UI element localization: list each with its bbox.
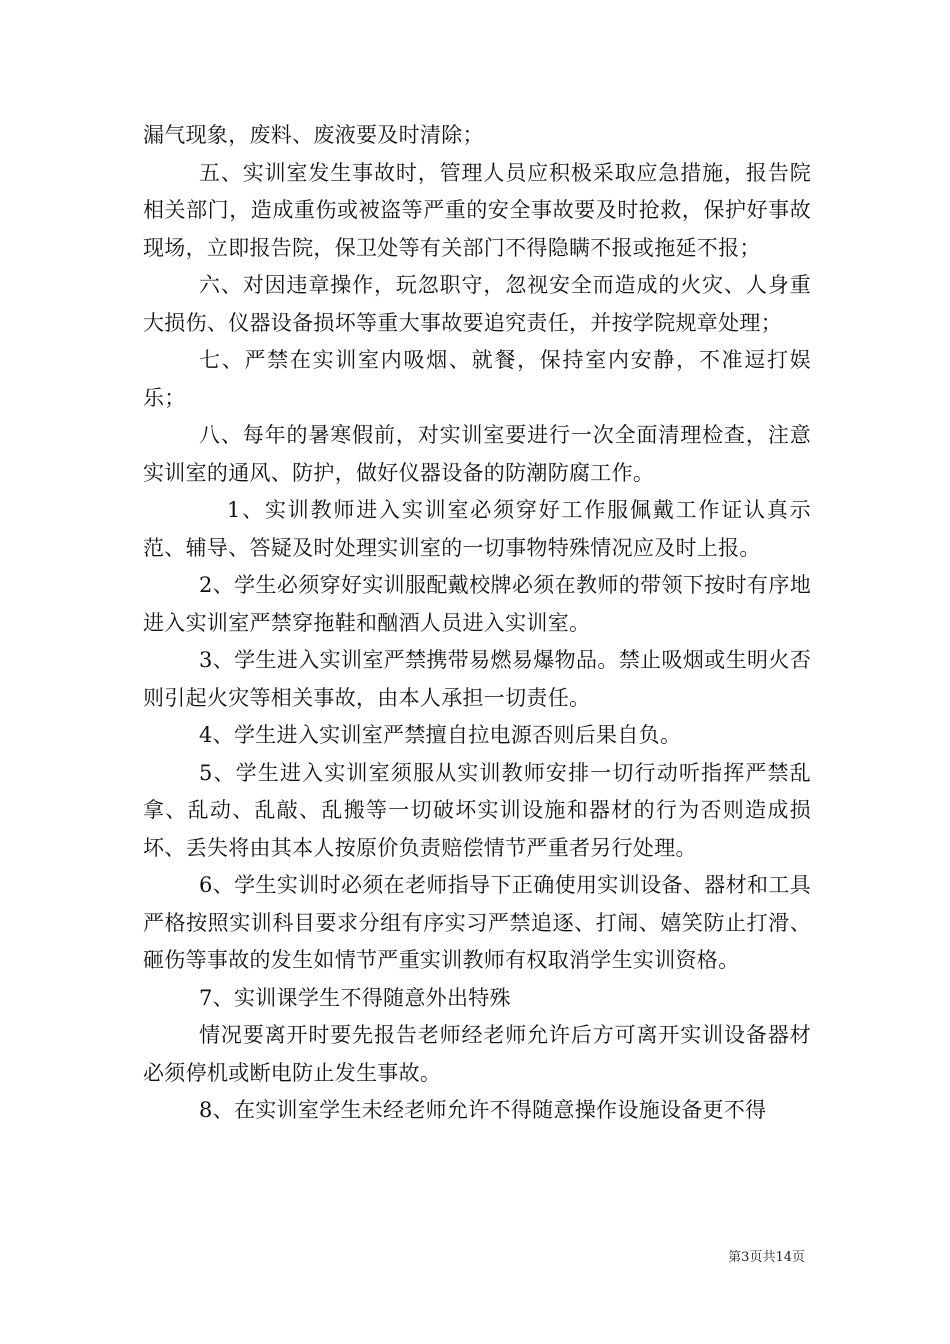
paragraph-item-7-continued: 情况要离开时要先报告老师经老师允许后方可离开实训设备器材必须停机或断电防止发生事故。 <box>143 1023 811 1085</box>
paragraph-rule-5: 五、实训室发生事故时，管理人员应积极采取应急措施，报告院相关部门，造成重伤或被盗等严重的安全事故要及时抢救，保护好事故现场，立即报告院，保卫处等有关部门不得隐瞒不报或拖延不报； <box>143 160 811 260</box>
document-body <box>143 117 811 1130</box>
paragraph-item-2: 2、学生必须穿好实训服配戴校牌必须在教师的带领下按时有序地进入实训室严禁穿拖鞋和酗酒人员进入实训室。 <box>143 573 811 635</box>
paragraph-item-6: 6、学生实训时必须在老师指导下正确使用实训设备、器材和工具严格按照实训科目要求分组有序实习严禁追逐、打闹、嬉笑防止打滑、砸伤等事故的发生如情节严重实训教师有权取消学生实训资格。 <box>143 873 811 972</box>
paragraph-item-1: 1、实训教师进入实训室必须穿好工作服佩戴工作证认真示范、辅导、答疑及时处理实训室的一切事物特殊情况应及时上报。 <box>143 498 811 560</box>
paragraph-rule-6: 六、对因违章操作，玩忽职守，忽视安全而造成的火灾、人身重大损伤、仪器设备损坏等重大事故要追究责任，并按学院规章处理； <box>143 273 811 335</box>
paragraph-item-7: 7、实训课学生不得随意外出特殊 <box>199 985 511 1010</box>
paragraph-rule-8: 八、每年的暑寒假前，对实训室要进行一次全面清理检查，注意实训室的通风、防护，做好仪器设备的防潮防腐工作。 <box>143 423 811 485</box>
page-number-footer: 第3页共14页 <box>728 1250 805 1265</box>
paragraph-item-4: 4、学生进入实训室严禁擅自拉电源否则后果自负。 <box>199 723 682 747</box>
paragraph-item-5: 5、学生进入实训室须服从实训教师安排一切行动听指挥严禁乱拿、乱动、乱敲、乱搬等一切破坏实训设施和器材的行为否则造成损坏、丢失将由其本人按原价负责赔偿情节严重者另行处理。 <box>143 760 811 860</box>
paragraph-item-3: 3、学生进入实训室严禁携带易燃易爆物品。禁止吸烟或生明火否则引起火灾等相关事故，由本人承担一切责任。 <box>143 648 811 710</box>
paragraph-leak-cleanup: 漏气现象，废料、废液要及时清除； <box>143 123 484 147</box>
paragraph-item-8: 8、在实训室学生未经老师允许不得随意操作设施设备更不得 <box>199 1098 767 1122</box>
paragraph-rule-7: 七、严禁在实训室内吸烟、就餐，保持室内安静，不准逗打娱乐； <box>143 348 811 410</box>
